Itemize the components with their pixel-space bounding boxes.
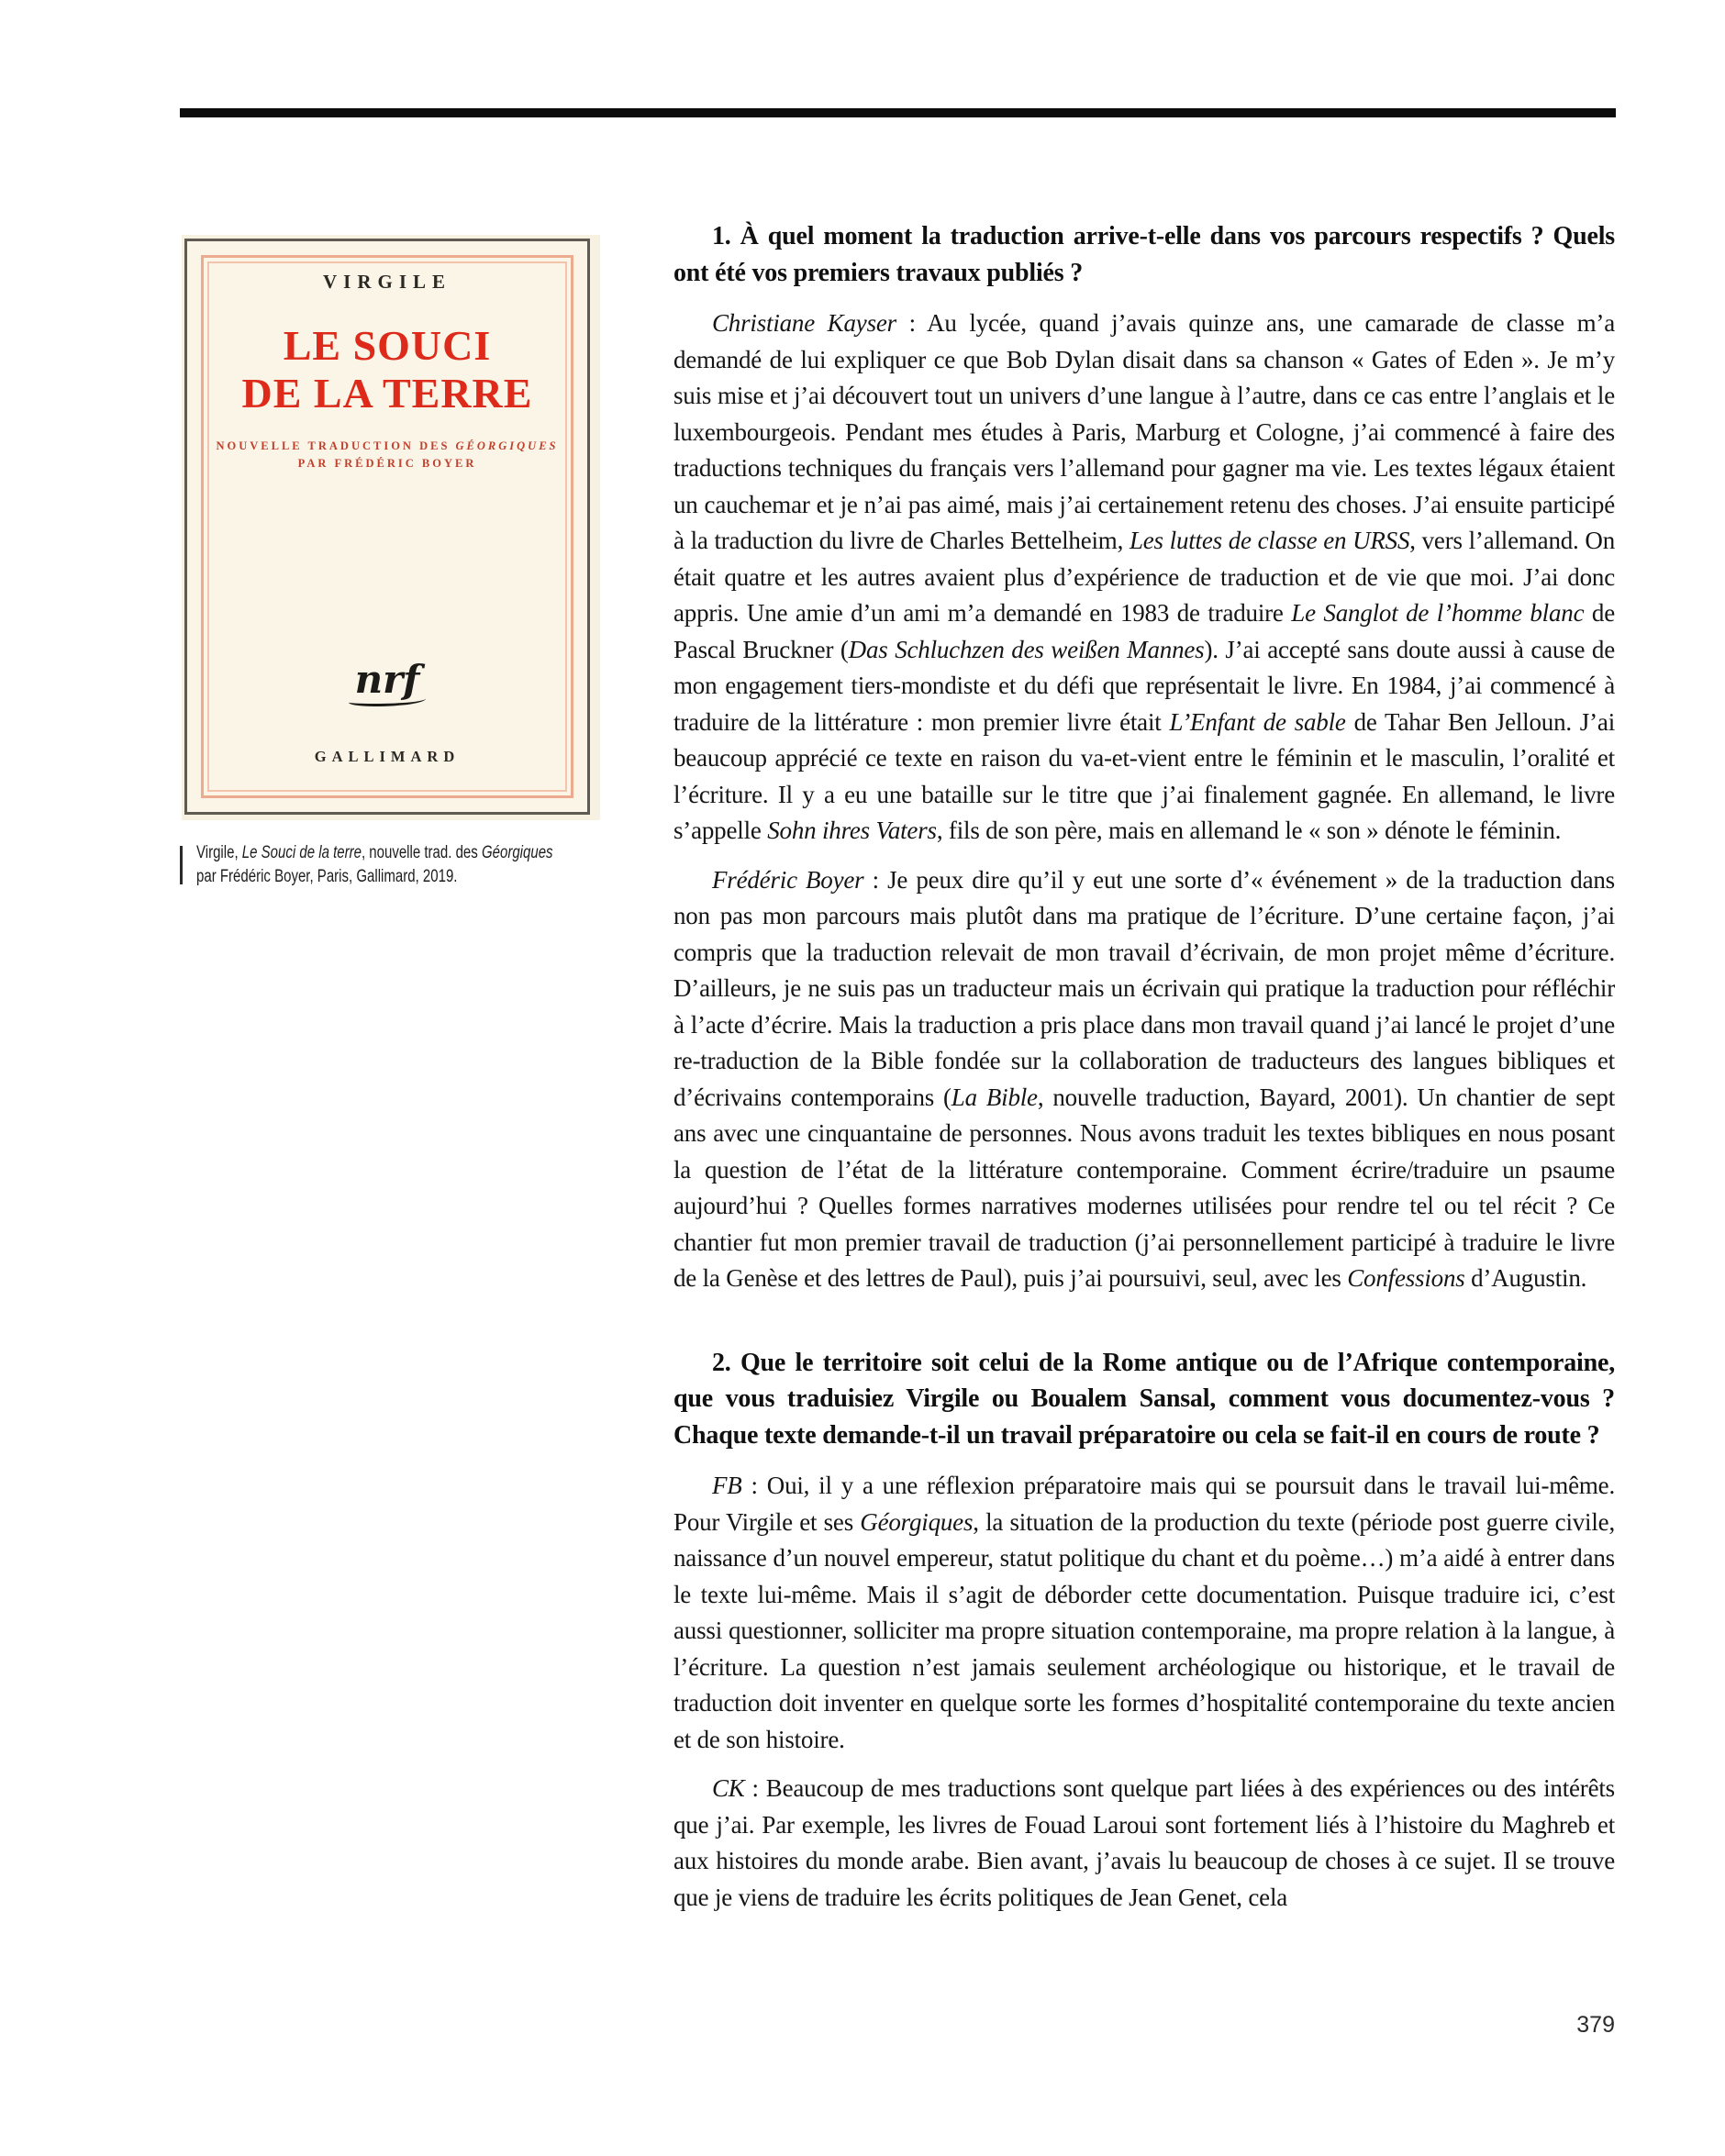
question-1: 1. À quel moment la traduction arrive-t-elle dans vos parcours respectifs ? Quels ont été vos premiers travaux publiés ? [673,222,1615,287]
answer-christiane-kayser-1: Christiane Kayser : Au lycée, quand j’avais quinze ans, une camarade de classe m’a demandé de lui expliquer ce que Bob Dylan disait dans sa chanson « Gates of Eden ». Je m’y suis mise et j’ai découvert tout un univers d’une langue à l’autre, dans ce cas entre l’anglais et le luxembourgeois. Pendant mes études à Paris, Marburg et Cologne, j’ai commencé à faire des traductions techniques du français vers l’allemand pour gagner ma vie. Les textes légaux étaient un cauchemar et je n’ai pas aimé, mais j’ai certainement retenu des choses. J’ai ensuite participé à la traduction du livre de Charles Bettelheim, Les luttes de classe en URSS, vers l’allemand. On était quatre et les autres avaient plus d’expérience de traduction et de vie que moi. J’ai donc appris. Une amie d’un ami m’a demandé en 1983 de traduire Le Sanglot de l’homme blanc de Pascal Bruckner (Das Schluchzen des weißen Mannes). J’ai accepté sans doute aussi à cause de mon engagement tiers-mondiste et du défi que représentait le livre. En 1984, j’ai commencé à traduire de la littérature : mon premier livre était L’Enfant de sable de Tahar Ben Jelloun. J’ai beaucoup apprécié ce texte en raison du va-et-vient entre le féminin et le masculin, l’oralité et l’écriture. Il y a eu une bataille sur le titre que j’ai finalement gagnée. En allemand, le livre s’appelle Sohn ihres Vaters, fils de son père, mais en allemand le « son » dénote le féminin. [673,309,1616,844]
book-cover [184,239,590,815]
cover-title-line2: DE LA TERRE [241,370,533,417]
caption-text: Virgile, Le Souci de la terre, nouvelle trad. des Géorgiques par Frédéric Boyer, Paris, Gallimard, 2019. [196,843,553,886]
answer-frederic-boyer-1: Frédéric Boyer : Je peux dire qu’il y eut une sorte d’« événement » de la traduction dans non pas mon parcours mais plutôt dans ma pratique de l’écriture. D’une certaine façon, j’ai compris que la traduction relevait de mon travail d’écrivain, de mon projet même d’écriture. D’ailleurs, je ne suis pas un traducteur mais un écrivain qui pratique la traduction pour réfléchir à l’acte d’écrire. Mais la traduction a pris place dans mon travail quand j’ai lancé le projet d’une re-traduction de la Bible fondée sur la collaboration de traducteurs des langues bibliques et d’écrivains contemporains (La Bible, nouvelle traduction, Bayard, 2001). Un chantier de sept ans avec une cinquantaine de personnes. Nous avons traduit les textes bibliques en nous posant la question de l’état de la littérature contemporaine. Comment écrire/traduire un psaume aujourd’hui ? Quelles formes narratives modernes utilisées pour rendre tel ou tel récit ? Ce chantier fut mon premier travail de traduction (j’ai personnellement participé à traduire le livre de la Genèse et des lettres de Paul), puis j’ai poursuivi, seul, avec les Confessions d’Augustin. [673,865,1615,1292]
nrf-logo-text: nrf [354,657,420,702]
question-2: 2. Que le territoire soit celui de la Rome antique ou de l’Afrique contemporaine, que vous traduisiez Virgile ou Boualem Sansal, comment vous documentez-vous ? Chaque texte demande-t-il un travail préparatoire ou cela se fait-il en cours de route ? [673,1348,1615,1450]
book-cover-scan [182,235,600,820]
top-rule [180,108,1616,117]
page-number: 379 [1576,2012,1615,2038]
cover-publisher: GALLIMARD [314,748,461,765]
cover-subtitle: NOUVELLE TRADUCTION DES GÉORGIQUES PAR FRÉDÉRIC BOYER [216,439,559,470]
cover-title-line1: LE SOUCI [283,322,492,369]
interview-text-column [673,218,1615,1928]
answer-frederic-boyer-2: FB : Oui, il y a une réflexion préparatoire mais qui se poursuit dans le travail lui-même. Pour Virgile et ses Géorgiques, la situation de la production du texte (période post guerre civile, naissance d’un nouvel empereur, statut politique du chant et du poème…) m’a aidé à entrer dans le texte lui-même. Mais il s’agit de déborder cette documentation. Puisque traduire ici, c’est aussi questionner, solliciter ma propre situation contemporaine, ma propre relation à la langue, à l’écriture. La question n’est jamais seulement archéologique ou historique, et le travail de traduction doit inventer en quelque sorte les formes d’hospitalité contemporaine du texte ancien et de son histoire. [673,1472,1615,1753]
cover-title [187,322,587,417]
caption-rule [180,846,183,884]
answer-christiane-kayser-2: CK : Beaucoup de mes traductions sont quelque part liées à des expériences ou des intérêts que j’ai. Par exemple, les livres de Fouad Laroui sont fortement liés à l’histoire du Maghreb et aux histoires du monde arabe. Bien avant, j’avais lu beaucoup de choses à ce sujet. Il se trouve que je viens de traduire les écrits politiques de Jean Genet, cela [673,1774,1615,1911]
nrf-logo [187,657,587,706]
cover-caption [180,841,620,889]
cover-author: VIRGILE [322,271,452,293]
